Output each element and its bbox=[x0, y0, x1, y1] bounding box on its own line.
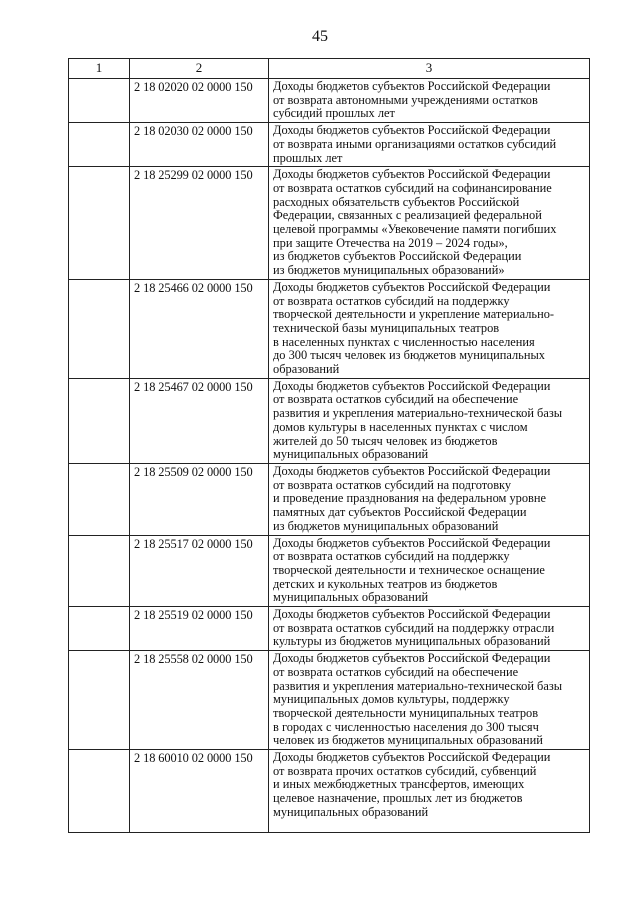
cell-column-1 bbox=[69, 123, 130, 167]
description-line: субсидий прошлых лет bbox=[273, 106, 395, 121]
description-line: Доходы бюджетов субъектов Российской Федерации bbox=[273, 279, 551, 294]
table-row bbox=[69, 79, 590, 123]
cell-column-1 bbox=[69, 535, 130, 607]
description-line: муниципальных образований bbox=[273, 590, 429, 605]
page-number: 45 bbox=[312, 28, 328, 45]
cell-column-1 bbox=[69, 607, 130, 651]
description-line: творческой деятельности и техническое оснащение bbox=[273, 562, 545, 577]
description-line: Доходы бюджетов субъектов Российской Федерации bbox=[273, 123, 551, 138]
budget-classification-code: 2 18 25467 02 0000 150 bbox=[130, 378, 269, 463]
description-line: культуры из бюджетов муниципальных образований bbox=[273, 634, 551, 649]
description-line: целевой программы «Увековечение памяти погибших bbox=[273, 222, 557, 237]
description-line: Федерации, связанных с реализацией федеральной bbox=[273, 208, 542, 223]
table-header-row bbox=[69, 59, 590, 79]
description-line: в населенных пунктах с численностью населения bbox=[273, 334, 535, 349]
revenue-description bbox=[269, 79, 590, 123]
description-line: из бюджетов муниципальных образований» bbox=[273, 263, 505, 278]
description-line: от возврата остатков субсидий на подготовку bbox=[273, 477, 512, 492]
revenue-description bbox=[269, 167, 590, 280]
description-line: Доходы бюджетов субъектов Российской Федерации bbox=[273, 651, 551, 666]
budget-classification-code: 2 18 25517 02 0000 150 bbox=[130, 535, 269, 607]
description-line: от возврата остатков субсидий на поддержку отрасли bbox=[273, 620, 555, 635]
description-line: жителей до 50 тысяч человек из бюджетов bbox=[273, 433, 498, 448]
description-line: и иных межбюджетных трансфертов, имеющих bbox=[273, 777, 525, 792]
description-line: целевое назначение, прошлых лет из бюджетов bbox=[273, 791, 523, 806]
budget-classification-code: 2 18 60010 02 0000 150 bbox=[130, 750, 269, 833]
description-line: и проведение празднования на федеральном уровне bbox=[273, 491, 547, 506]
description-line: детских и кукольных театров из бюджетов bbox=[273, 576, 498, 591]
description-line: Доходы бюджетов субъектов Российской Федерации bbox=[273, 535, 551, 550]
budget-classification-code: 2 18 25519 02 0000 150 bbox=[130, 607, 269, 651]
table-row bbox=[69, 279, 590, 378]
table-row bbox=[69, 750, 590, 833]
description-line: развития и укрепления материально-технической базы bbox=[273, 406, 563, 421]
cell-column-1 bbox=[69, 167, 130, 280]
description-line: от возврата остатков субсидий на поддержку bbox=[273, 293, 510, 308]
revenue-description bbox=[269, 378, 590, 463]
revenue-description bbox=[269, 651, 590, 750]
description-line: Доходы бюджетов субъектов Российской Федерации bbox=[273, 607, 551, 622]
description-line: из бюджетов субъектов Российской Федерации bbox=[273, 249, 522, 264]
description-line: муниципальных образований bbox=[273, 447, 429, 462]
description-line: от возврата остатков субсидий на поддержку bbox=[273, 549, 510, 564]
cell-column-1 bbox=[69, 750, 130, 833]
description-line: Доходы бюджетов субъектов Российской Федерации bbox=[273, 750, 551, 765]
table-row bbox=[69, 463, 590, 535]
table-row bbox=[69, 607, 590, 651]
description-line: творческой деятельности муниципальных театров bbox=[273, 705, 539, 720]
description-line: при защите Отечества на 2019 – 2024 годы», bbox=[273, 235, 508, 250]
cell-column-1 bbox=[69, 463, 130, 535]
cell-column-1 bbox=[69, 651, 130, 750]
description-line: развития и укрепления материально-технической базы bbox=[273, 678, 563, 693]
budget-revenue-table bbox=[68, 58, 590, 833]
description-line: технической базы муниципальных театров bbox=[273, 320, 500, 335]
budget-classification-code: 2 18 25558 02 0000 150 bbox=[130, 651, 269, 750]
budget-classification-code: 2 18 02020 02 0000 150 bbox=[130, 79, 269, 123]
revenue-description bbox=[269, 463, 590, 535]
description-line: от возврата остатков субсидий на софинансирование bbox=[273, 180, 552, 195]
column-header-2: 2 bbox=[130, 59, 269, 79]
description-line: из бюджетов муниципальных образований bbox=[273, 518, 499, 533]
cell-column-1 bbox=[69, 279, 130, 378]
description-line: прошлых лет bbox=[273, 150, 343, 165]
description-line: расходных обязательств субъектов Российской bbox=[273, 194, 520, 209]
table-row bbox=[69, 378, 590, 463]
description-line: до 300 тысяч человек из бюджетов муниципальных bbox=[273, 348, 545, 363]
description-line: творческой деятельности и укрепление материально- bbox=[273, 307, 555, 322]
revenue-description bbox=[269, 607, 590, 651]
revenue-description bbox=[269, 535, 590, 607]
description-line: от возврата автономными учреждениями остатков bbox=[273, 92, 538, 107]
budget-classification-code: 2 18 25509 02 0000 150 bbox=[130, 463, 269, 535]
description-line: от возврата прочих остатков субсидий, субвенций bbox=[273, 763, 537, 778]
description-line: человек из бюджетов муниципальных образований bbox=[273, 733, 543, 748]
description-line: памятных дат субъектов Российской Федерации bbox=[273, 505, 527, 520]
column-header-1: 1 bbox=[69, 59, 130, 79]
revenue-description bbox=[269, 279, 590, 378]
description-line: муниципальных образований bbox=[273, 804, 429, 819]
description-line: от возврата иными организациями остатков субсидий bbox=[273, 136, 557, 151]
description-line: Доходы бюджетов субъектов Российской Федерации bbox=[273, 378, 551, 393]
cell-column-1 bbox=[69, 79, 130, 123]
description-line: от возврата остатков субсидий на обеспечение bbox=[273, 664, 519, 679]
revenue-description bbox=[269, 750, 590, 833]
table-row bbox=[69, 167, 590, 280]
table-row bbox=[69, 123, 590, 167]
table-body bbox=[69, 79, 590, 833]
table-row bbox=[69, 651, 590, 750]
budget-classification-code: 2 18 02030 02 0000 150 bbox=[130, 123, 269, 167]
description-line: домов культуры в населенных пунктах с числом bbox=[273, 419, 528, 434]
column-header-3: 3 bbox=[269, 59, 590, 79]
description-line: Доходы бюджетов субъектов Российской Федерации bbox=[273, 167, 551, 182]
table-row bbox=[69, 535, 590, 607]
budget-classification-code: 2 18 25466 02 0000 150 bbox=[130, 279, 269, 378]
revenue-description bbox=[269, 123, 590, 167]
cell-column-1 bbox=[69, 378, 130, 463]
description-line: Доходы бюджетов субъектов Российской Федерации bbox=[273, 79, 551, 93]
description-line: образований bbox=[273, 362, 340, 377]
budget-classification-code: 2 18 25299 02 0000 150 bbox=[130, 167, 269, 280]
description-line: Доходы бюджетов субъектов Российской Федерации bbox=[273, 463, 551, 478]
description-line: в городах с численностью населения до 300 тысяч bbox=[273, 719, 539, 734]
description-line: муниципальных домов культуры, поддержку bbox=[273, 692, 510, 707]
description-line: от возврата остатков субсидий на обеспечение bbox=[273, 392, 519, 407]
